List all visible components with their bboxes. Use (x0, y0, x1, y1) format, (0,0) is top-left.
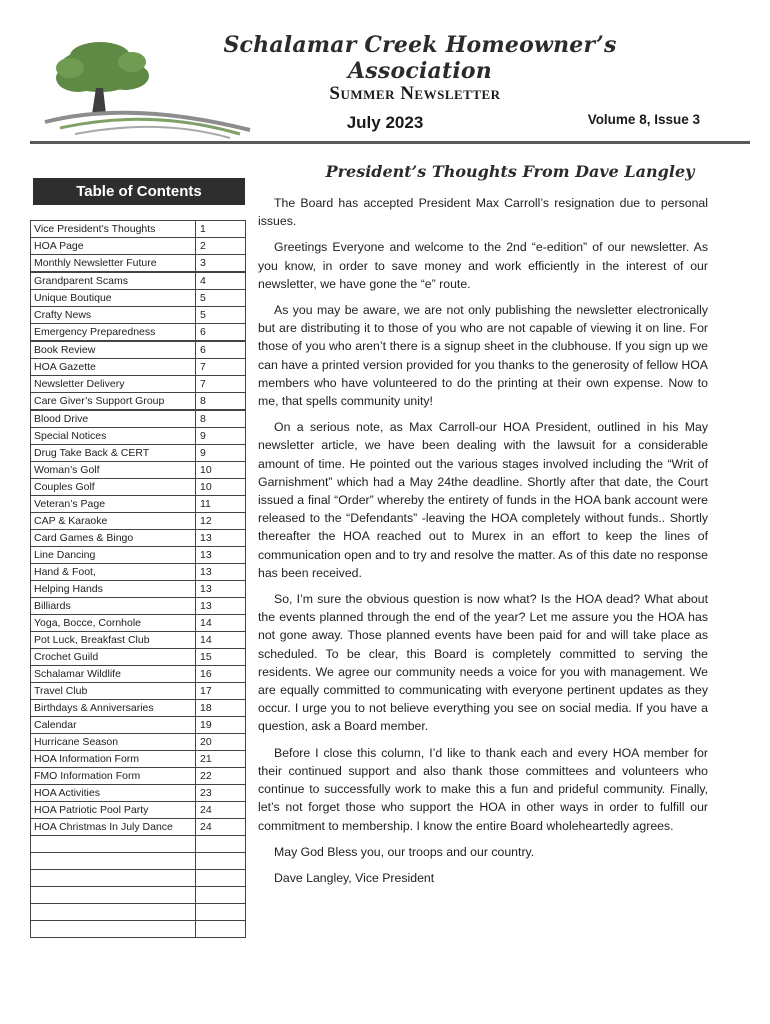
issue-date: July 2023 (346, 113, 424, 132)
toc-item-label: Helping Hands (31, 581, 196, 598)
toc-item-page: 7 (196, 376, 246, 393)
toc-row (31, 632, 246, 649)
toc-item-page: 13 (196, 530, 246, 547)
toc-item-label: Calendar (31, 717, 196, 734)
toc-item-label (31, 887, 196, 904)
toc-item-label (31, 921, 196, 938)
toc-item-label (31, 853, 196, 870)
toc-item-page: 4 (196, 272, 246, 290)
toc-body (31, 221, 246, 938)
toc-item-label: Hand & Foot, (31, 564, 196, 581)
newsletter-title: Summer Newsletter (329, 83, 501, 104)
article-title: President’s Thoughts From Dave Langley (325, 162, 695, 181)
toc-item-label: Care Giver’s Support Group (31, 393, 196, 411)
toc-item-label: HOA Information Form (31, 751, 196, 768)
org-name: Schalamar Creek Homeowner’s Association (223, 32, 617, 84)
toc-row (31, 513, 246, 530)
toc-item-page: 3 (196, 255, 246, 273)
toc-row (31, 819, 246, 836)
toc-item-label: Crafty News (31, 307, 196, 324)
toc-item-label: Veteran’s Page (31, 496, 196, 513)
toc-item-page: 10 (196, 462, 246, 479)
toc-item-page: 20 (196, 734, 246, 751)
toc-row (31, 802, 246, 819)
toc-item-page: 13 (196, 547, 246, 564)
article-paragraph: May God Bless you, our troops and our country. (274, 844, 535, 859)
toc-row (31, 615, 246, 632)
toc-row (31, 683, 246, 700)
article-paragraph: The Board has accepted President Max Carroll’s resignation due to personal issues. (258, 196, 708, 229)
toc-item-page: 18 (196, 700, 246, 717)
toc-item-page (196, 921, 246, 938)
toc-row (31, 904, 246, 921)
toc-row (31, 921, 246, 938)
article-paragraph: As you may be aware, we are not only publishing the newsletter electronically but are distributing it to those of you who are not capable of viewing it on line. For those of you who aren’t there is a signup sheet in the clubhouse. If you sign up we can have a printed version provided for you thanks to the generosity of fellow HOA members who have volunteered to do the printing at their own expense. Now to me, that spells community unity! (258, 303, 708, 409)
toc-row (31, 410, 246, 428)
toc-item-label: HOA Christmas In July Dance (31, 819, 196, 836)
toc-item-page: 10 (196, 479, 246, 496)
toc-item-label: Book Review (31, 341, 196, 359)
toc-item-label: Grandparent Scams (31, 272, 196, 290)
toc-row (31, 530, 246, 547)
toc-item-page: 8 (196, 410, 246, 428)
toc-row (31, 649, 246, 666)
toc-row (31, 462, 246, 479)
toc-item-label: Travel Club (31, 683, 196, 700)
toc-item-page: 24 (196, 819, 246, 836)
toc-item-label: Line Dancing (31, 547, 196, 564)
toc-item-page: 13 (196, 564, 246, 581)
toc-row (31, 307, 246, 324)
toc-row (31, 836, 246, 853)
toc-row (31, 785, 246, 802)
header-divider (30, 141, 750, 144)
toc-row (31, 751, 246, 768)
toc-item-label (31, 836, 196, 853)
article-body (258, 194, 708, 895)
toc-row (31, 341, 246, 359)
tree-canopy (56, 42, 149, 92)
toc-row (31, 272, 246, 290)
toc-row (31, 768, 246, 785)
toc-item-label: Pot Luck, Breakfast Club (31, 632, 196, 649)
toc-row (31, 376, 246, 393)
toc-item-label: Monthly Newsletter Future (31, 255, 196, 273)
toc-row (31, 887, 246, 904)
toc-row (31, 255, 246, 273)
toc-item-page: 22 (196, 768, 246, 785)
toc-item-label: HOA Activities (31, 785, 196, 802)
toc-item-page: 1 (196, 221, 246, 238)
toc-item-label: Schalamar Wildlife (31, 666, 196, 683)
toc-row (31, 564, 246, 581)
toc-item-page: 2 (196, 238, 246, 255)
article-paragraph: So, I’m sure the obvious question is now what? Is the HOA dead? What about the events planned through the end of the year? Let me assure you the HOA has not gone away. Those planned events have been paid for and will take place as scheduled. To be clear, this Board is completely committed to serving the residents. We agree our community needs a voice for you with management. We are equally committed to communicating with everyone pertinent updates as they occur. I urge you to not believe everything you see on social media. If you have a question, ask a Board member. (258, 592, 708, 734)
toc-item-label: Newsletter Delivery (31, 376, 196, 393)
toc-item-label (31, 870, 196, 887)
toc-item-page (196, 853, 246, 870)
toc-row (31, 581, 246, 598)
toc-item-page: 14 (196, 632, 246, 649)
toc-row (31, 717, 246, 734)
toc-row (31, 853, 246, 870)
toc-item-page: 5 (196, 290, 246, 307)
toc-item-page: 6 (196, 324, 246, 342)
toc-item-label: Card Games & Bingo (31, 530, 196, 547)
toc-item-page: 14 (196, 615, 246, 632)
toc-item-label: Emergency Preparedness (31, 324, 196, 342)
toc-item-label: HOA Page (31, 238, 196, 255)
toc-row (31, 221, 246, 238)
toc-item-page: 17 (196, 683, 246, 700)
toc-row (31, 238, 246, 255)
swoosh-line (75, 127, 230, 138)
toc-row (31, 496, 246, 513)
article-paragraph: Greetings Everyone and welcome to the 2nd “e-edition” of our newsletter. As you know, in order to save money and work efficiently in the interest of our newsletter, we have gone the “e” route. (258, 240, 708, 291)
toc-item-label: CAP & Karaoke (31, 513, 196, 530)
toc-item-label: Birthdays & Anniversaries (31, 700, 196, 717)
toc-item-page: 8 (196, 393, 246, 411)
toc-item-label: Unique Boutique (31, 290, 196, 307)
toc-item-page: 24 (196, 802, 246, 819)
toc-item-page (196, 904, 246, 921)
article-paragraph: Dave Langley, Vice President (274, 870, 435, 885)
toc-item-page: 6 (196, 341, 246, 359)
toc-item-label: HOA Gazette (31, 359, 196, 376)
toc-item-page: 16 (196, 666, 246, 683)
toc-item-page: 15 (196, 649, 246, 666)
toc-item-label: FMO Information Form (31, 768, 196, 785)
toc-row (31, 393, 246, 411)
toc-title: Table of Contents (33, 178, 245, 205)
toc-item-page: 13 (196, 598, 246, 615)
toc-item-page: 11 (196, 496, 246, 513)
toc-item-label: Billiards (31, 598, 196, 615)
toc-item-page (196, 887, 246, 904)
toc-row (31, 445, 246, 462)
article-paragraph: On a serious note, as Max Carroll-our HOA President, outlined in his May newsletter article, we have been dealing with the lawsuit for a considerable amount of time. He pointed out the various stages involved including the “Writ of Garnishment” which had a May 24the deadline. Shortly after that date, the Court issued a final “Order” whereby the entirety of funds in the HOA bank account were released to the “Defendants” -leaving the HOA completely without funds.. Shortly thereafter the HOA reached out to Murex in an effort to keep the lines of communication open and to try and resolve the matter. As of this date no response has been received. (258, 420, 708, 580)
toc-item-page: 13 (196, 581, 246, 598)
toc-row (31, 666, 246, 683)
toc-item-label: Crochet Guild (31, 649, 196, 666)
toc-row (31, 324, 246, 342)
article-paragraph: Before I close this column, I’d like to thank each and every HOA member for their continued support and also thank those committees and volunteers who continue to successfully work to make this a fun and prideful community. Finally, let’s not forget those who support the HOA in other ways in order to fulfill our commitment to membership. I know the entire Board wholeheartedly agrees. (258, 745, 708, 833)
toc-table (30, 220, 246, 938)
toc-item-label: Couples Golf (31, 479, 196, 496)
toc-item-page (196, 870, 246, 887)
toc-item-page: 5 (196, 307, 246, 324)
toc-item-label: Special Notices (31, 428, 196, 445)
toc-item-page: 9 (196, 428, 246, 445)
toc-item-label: Yoga, Bocce, Cornhole (31, 615, 196, 632)
toc-row (31, 479, 246, 496)
toc-item-page (196, 836, 246, 853)
toc-row (31, 700, 246, 717)
toc-item-label: Vice President’s Thoughts (31, 221, 196, 238)
toc-row (31, 428, 246, 445)
toc-item-label: HOA Patriotic Pool Party (31, 802, 196, 819)
issue-volume: Volume 8, Issue 3 (587, 112, 700, 127)
toc-item-label (31, 904, 196, 921)
toc-row (31, 547, 246, 564)
toc-row (31, 598, 246, 615)
toc-item-label: Blood Drive (31, 410, 196, 428)
toc-item-page: 19 (196, 717, 246, 734)
toc-item-page: 12 (196, 513, 246, 530)
toc-row (31, 359, 246, 376)
toc-item-page: 21 (196, 751, 246, 768)
toc-item-page: 23 (196, 785, 246, 802)
toc-row (31, 734, 246, 751)
toc-item-label: Drug Take Back & CERT (31, 445, 196, 462)
toc-row (31, 870, 246, 887)
toc-item-label: Woman’s Golf (31, 462, 196, 479)
toc-item-label: Hurricane Season (31, 734, 196, 751)
toc-row (31, 290, 246, 307)
toc-item-page: 7 (196, 359, 246, 376)
toc-item-page: 9 (196, 445, 246, 462)
